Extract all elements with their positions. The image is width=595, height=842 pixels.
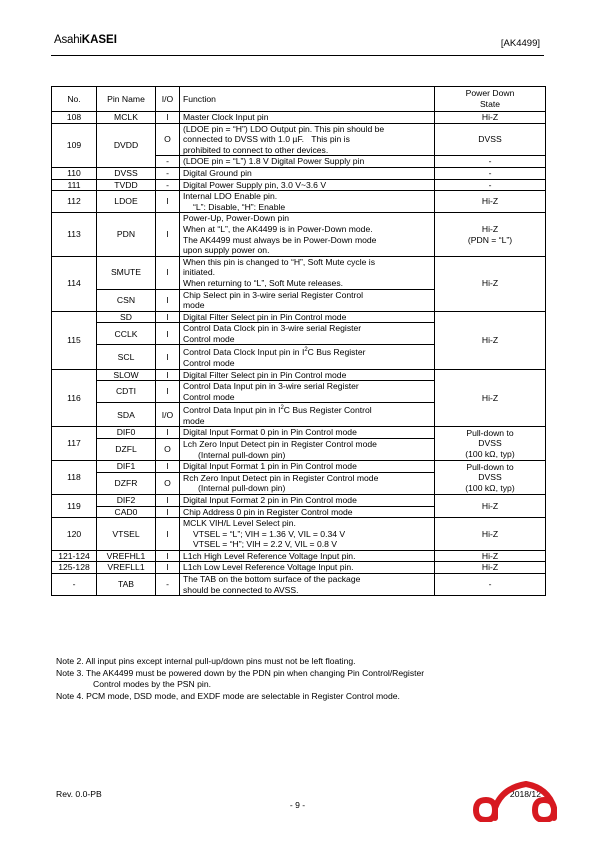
table-row: DZFL O Lch Zero Input Detect pin in Register Control mode (Internal pull-down pin) bbox=[52, 438, 546, 460]
table-row: CCLK I Control Data Clock pin in 3-wire serial Register Control mode bbox=[52, 323, 546, 345]
table-header-row bbox=[52, 87, 546, 112]
col-function: Function bbox=[180, 87, 435, 112]
part-number: [AK4499] bbox=[500, 38, 540, 49]
table-row: 119 DIF2 I Digital Input Format 2 pin in Pin Control mode Hi-Z bbox=[52, 494, 546, 506]
brand-mark-icon bbox=[468, 780, 568, 822]
header-rule bbox=[51, 55, 544, 56]
table-row: 114 SMUTE I When this pin is changed to “H”, Soft Mute cycle is initiated. When returning to “L”, Soft Mute releases. Hi-Z bbox=[52, 256, 546, 289]
table-row: 117 DIF0 I Digital Input Format 0 pin in Pin Control mode Pull-down to DVSS (100 kΩ, typ) bbox=[52, 427, 546, 439]
table-row: SCL I Control Data Clock Input pin in $I^2C$ Bus Register Control mode bbox=[52, 345, 546, 369]
col-power-down-state: Power Down State bbox=[435, 87, 546, 112]
table-row: 108 MCLK I Master Clock Input pin Hi-Z bbox=[52, 112, 546, 124]
table-notes bbox=[56, 656, 424, 702]
table-row: 112 LDOE I Internal LDO Enable pin. “L”: Disable, “H”: Enable Hi-Z bbox=[52, 191, 546, 213]
table-row: SDA I/O Control Data Input pin in $I^2C$ Bus Register Control mode bbox=[52, 403, 546, 427]
table-row: 125-128 VREFLL1 I L1ch Low Level Reference Voltage Input pin. Hi-Z bbox=[52, 562, 546, 574]
table-row: DZFR O Rch Zero Input Detect pin in Register Control mode (Internal pull-down pin) bbox=[52, 472, 546, 494]
table-row: 121-124 VREFHL1 I L1ch High Level Reference Voltage Input pin. Hi-Z bbox=[52, 550, 546, 562]
table-row: 120 VTSEL I MCLK VIH/L Level Select pin. VTSEL = “L”; VIH = 1.36 V, VIL = 0.34 V VTSEL = “H”; VIH = 2.2 V, VIL = 0.8 V Hi-Z bbox=[52, 518, 546, 551]
note-3: Note 3. The AK4499 must be powered down by the PDN pin when changing Pin Control/Register bbox=[56, 667, 425, 678]
table-row: 113 PDN I Power-Up, Power-Down pin When at “L”, the AK4499 is in Power-Down mode. The AK4499 must always be in Power-Down mode upon supply power on. Hi-Z (PDN = “L”) bbox=[52, 213, 546, 256]
table-row: CAD0 I Chip Address 0 pin in Register Control mode bbox=[52, 506, 546, 518]
revision: Rev. 0.0-PB bbox=[56, 789, 102, 799]
table-row: - TAB - The TAB on the bottom surface of the package should be connected to AVSS. - bbox=[52, 574, 546, 596]
page-number: - 9 - bbox=[289, 800, 306, 810]
table-row: 110 DVSS - Digital Ground pin - bbox=[52, 167, 546, 179]
table-row: 115 SD I Digital Filter Select pin in Pin Control mode Hi-Z bbox=[52, 311, 546, 323]
pin-function-table bbox=[51, 86, 546, 596]
table-row: 111 TVDD - Digital Power Supply pin, 3.0 V~3.6 V - bbox=[52, 179, 546, 191]
col-no: No. bbox=[52, 87, 97, 112]
table-row: - (LDOE pin = “L”) 1.8 V Digital Power Supply pin - bbox=[52, 156, 546, 168]
date: 2018/12 bbox=[509, 789, 541, 799]
table-row: 118 DIF1 I Digital Input Format 1 pin in Pin Control mode Pull-down to DVSS (100 kΩ, typ) bbox=[52, 461, 546, 473]
note-3-continued: Control modes by the PSN pin. bbox=[93, 679, 211, 689]
table-row: 116 SLOW I Digital Filter Select pin in Pin Control mode Hi-Z bbox=[52, 369, 546, 381]
note-4: Note 4. PCM mode, DSD mode, and EXDF mode are selectable in Register Control mode. bbox=[56, 690, 400, 701]
asahi-kasei-logo: AsahiKASEI bbox=[54, 34, 117, 46]
note-2: Note 2. All input pins except internal pull-up/down pins must not be left floating. bbox=[56, 656, 356, 666]
col-io: I/O bbox=[156, 87, 180, 112]
table-row: CSN I Chip Select pin in 3-wire serial Register Control mode bbox=[52, 289, 546, 311]
table-row: CDTI I Control Data Input pin in 3-wire serial Register Control mode bbox=[52, 381, 546, 403]
table-row: 109 DVDD O (LDOE pin = “H”) LDO Output pin. This pin should be connected to DVSS with 1.0 µF. This pin is prohibited to connect to other devices. DVSS bbox=[52, 123, 546, 156]
col-pin-name: Pin Name bbox=[97, 87, 156, 112]
